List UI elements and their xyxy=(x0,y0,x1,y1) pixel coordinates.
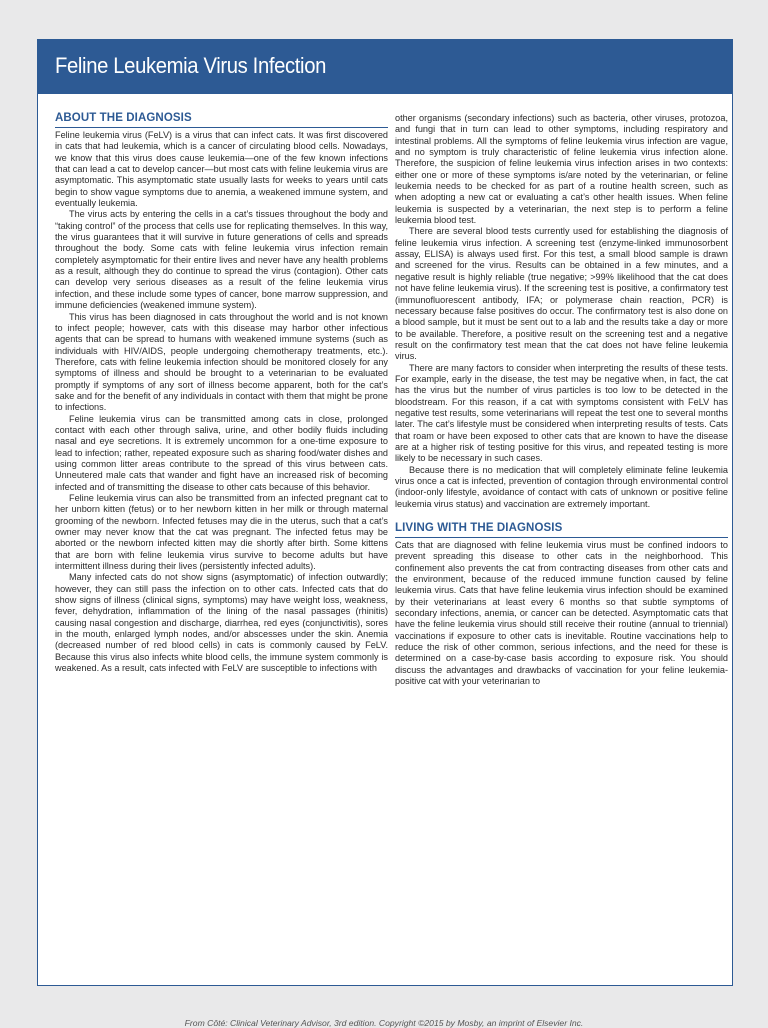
document-page xyxy=(37,39,733,986)
paragraph: Feline leukemia virus can be transmitted among cats in close, prolonged contact with each other through saliva, urine, and other bodily fluids including nasal and eye secretions. It is extremely uncommon for a one-time exposure to lead to infection; rather, repeated exposure such as sharing food/water dishes and using common litter areas contribute to the spread of this virus between cats. Unneutered male cats that wander and fight have an increased risk of becoming infected and of transmitting the disease to other cats because of this behavior. xyxy=(55,413,388,492)
paragraph: Feline leukemia virus (FeLV) is a virus that can infect cats. It was first discovered in cats that had leukemia, which is a cancer of circulating blood cells. Nowadays, we know that this virus does cause leukemia—one of the few known infections that can lead a cat to develop cancer—but most cats with feline leukemia virus are asymptomatic. This asymptomatic state usually lasts for weeks to years until cats begin to show vague symptoms due to anemia, a weakened immune system, and eventually leukemia. xyxy=(55,130,388,209)
paragraph: There are several blood tests currently used for establishing the diagnosis of feline leukemia virus infection. A screening test (enzyme-linked immunosorbent assay, ELISA) is always used first. For this test, a small blood sample is drawn and screened for the virus. Results can be obtained in a few minutes, and a negative result is highly reliable (true negative; >99% likelihood that the cat does not have feline leukemia virus). If the screening test is positive, a confirmatory test (immunofluorescent antibody, IFA; or polymerase chain reaction, PCR) is necessary because false positives do occur. The confirmatory test is also done on a blood sample, but it must be sent out to a lab and the results take a day or more to be available. Therefore, a positive result on the screening test and a negative result on the confirmatory test mean that the cat does not have feline leukemia virus. xyxy=(395,226,728,362)
section-heading-about: ABOUT THE DIAGNOSIS xyxy=(55,111,388,128)
copyright-footer: From Côté: Clinical Veterinary Advisor, 3rd edition. Copyright ©2015 by Mosby, an imprint of Elsevier Inc. xyxy=(184,1018,584,1028)
section-heading-living: LIVING WITH THE DIAGNOSIS xyxy=(395,521,728,538)
left-column xyxy=(55,111,388,675)
paragraph: Cats that are diagnosed with feline leukemia virus must be confined indoors to prevent spreading this disease to other cats in the neighborhood. This confinement also prevents the cat from contracting diseases from other cats and the environment, because of the reduced immune function caused by feline leukemia virus. Cats that have feline leukemia virus infection should be examined by their veterinarians at least every 6 months so that subtle symptoms of secondary infections, anemia, or cancer can be detected. Asymptomatic cats that have the feline leukemia virus should still receive their routine (annual to triennial) vaccinations if exposure to other cats is inevitable. Routine vaccinations help to reduce the risk of other common, serious infections, and the need for these is determined on a case-by-case basis according to exposure risk. You should discuss the advantages and drawbacks of vaccination for your feline leukemia-positive cat with your veterinarian to xyxy=(395,540,728,687)
paragraph-continued: other organisms (secondary infections) such as bacteria, other viruses, protozoa, and fungi that in turn can lead to other symptoms, including respiratory and intestinal problems. All the symptoms of feline leukemia virus infection are vague, and no symptom is truly characteristic of feline leukemia virus infection alone. Therefore, the suspicion of feline leukemia virus infection arises in two contexts: either one or more of these symptoms is/are noted by the veterinarian, or feline leukemia needs to be checked for as part of a routine health screen, such as when adopting a new cat or evaluating a cat’s other health issues. When feline leukemia is suspected by a veterinarian, the next step is to perform a feline leukemia blood test. xyxy=(395,113,728,226)
right-column xyxy=(395,113,728,688)
paragraph: There are many factors to consider when interpreting the results of these tests. For example, early in the disease, the test may be negative when, in fact, the cat has the virus but the number of virus particles is too low to be detected in the bloodstream. For this reason, if a cat with symptoms consistent with FeLV has negative test results, some veterinarians will repeat the test one to several months later. The cat’s lifestyle must be considered when interpreting results of tests. Cats that roam or have been exposed to other cats that are known to have the disease are at a higher risk of testing positive for this virus, and repeated testing is more likely to be necessary in such cases. xyxy=(395,362,728,464)
paragraph: The virus acts by entering the cells in a cat’s tissues throughout the body and “taking control” of the process that cells use for replicating themselves. In this way, the virus guarantees that it will survive in future generations of cells and spreads throughout the body. Some cats with feline leukemia virus infection remain completely asymptomatic for their entire lives and never have any health problems as a result, although they do continue to spread the virus (contagion). Other cats can develop very serious diseases as a result of the feline leukemia virus infection, and these include some types of cancer, bone marrow suppression, and immune deficiencies (weakened immune system). xyxy=(55,209,388,311)
paragraph: Many infected cats do not show signs (asymptomatic) of infection outwardly; however, they can still pass the infection on to other cats. Infected cats that do show signs of illness (clinical signs, symptoms) may have weight loss, weakness, fever, dehydration, inflammation of the lining of the nasal passages (rhinitis) causing nasal congestion and discharge, diarrhea, red eyes (conjunctivitis), sores in the mouth, enlarged lymph nodes, and/or abscesses under the skin. Anemia (decreased number of red blood cells) in cats is commonly caused by FeLV. Because this virus also infects white blood cells, the immune system commonly is weakened. As a result, cats infected with FeLV are susceptible to infections with xyxy=(55,572,388,674)
document-title: Feline Leukemia Virus Infection xyxy=(55,53,326,78)
paragraph: This virus has been diagnosed in cats throughout the world and is not known to infect people; however, cats with this disease may harbor other infectious agents that can be spread to humans with weakened immune systems (such as individuals with HIV/AIDS, people undergoing chemotherapy treatments, etc.). Therefore, cats with feline leukemia infection should be monitored closely for any symptoms of illness and should be brought to a veterinarian to be evaluated promptly if symptoms of any sort of illness become apparent, both for the cat’s sake and for the benefit of any individuals in contact with them that might be prone to infections. xyxy=(55,311,388,413)
title-banner xyxy=(38,39,732,94)
paragraph: Because there is no medication that will completely eliminate feline leukemia virus once a cat is infected, prevention of contagion through environmental control (indoor-only lifestyle, avoidance of contact with cats of unknown or positive feline leukemia virus status) and vaccination are extremely important. xyxy=(395,464,728,509)
paragraph: Feline leukemia virus can also be transmitted from an infected pregnant cat to her unborn kitten (fetus) or to her newborn kitten in her milk or through maternal grooming of the newborn. Infected fetuses may die in the uterus, such that a cat’s owner may never know that the cat was pregnant. The infected fetus may be aborted or the newborn infected kitten may die shortly after birth. Some kittens that are born with feline leukemia virus survive to become adults but have intermittent illness during their lives (persistently infected adults). xyxy=(55,493,388,572)
